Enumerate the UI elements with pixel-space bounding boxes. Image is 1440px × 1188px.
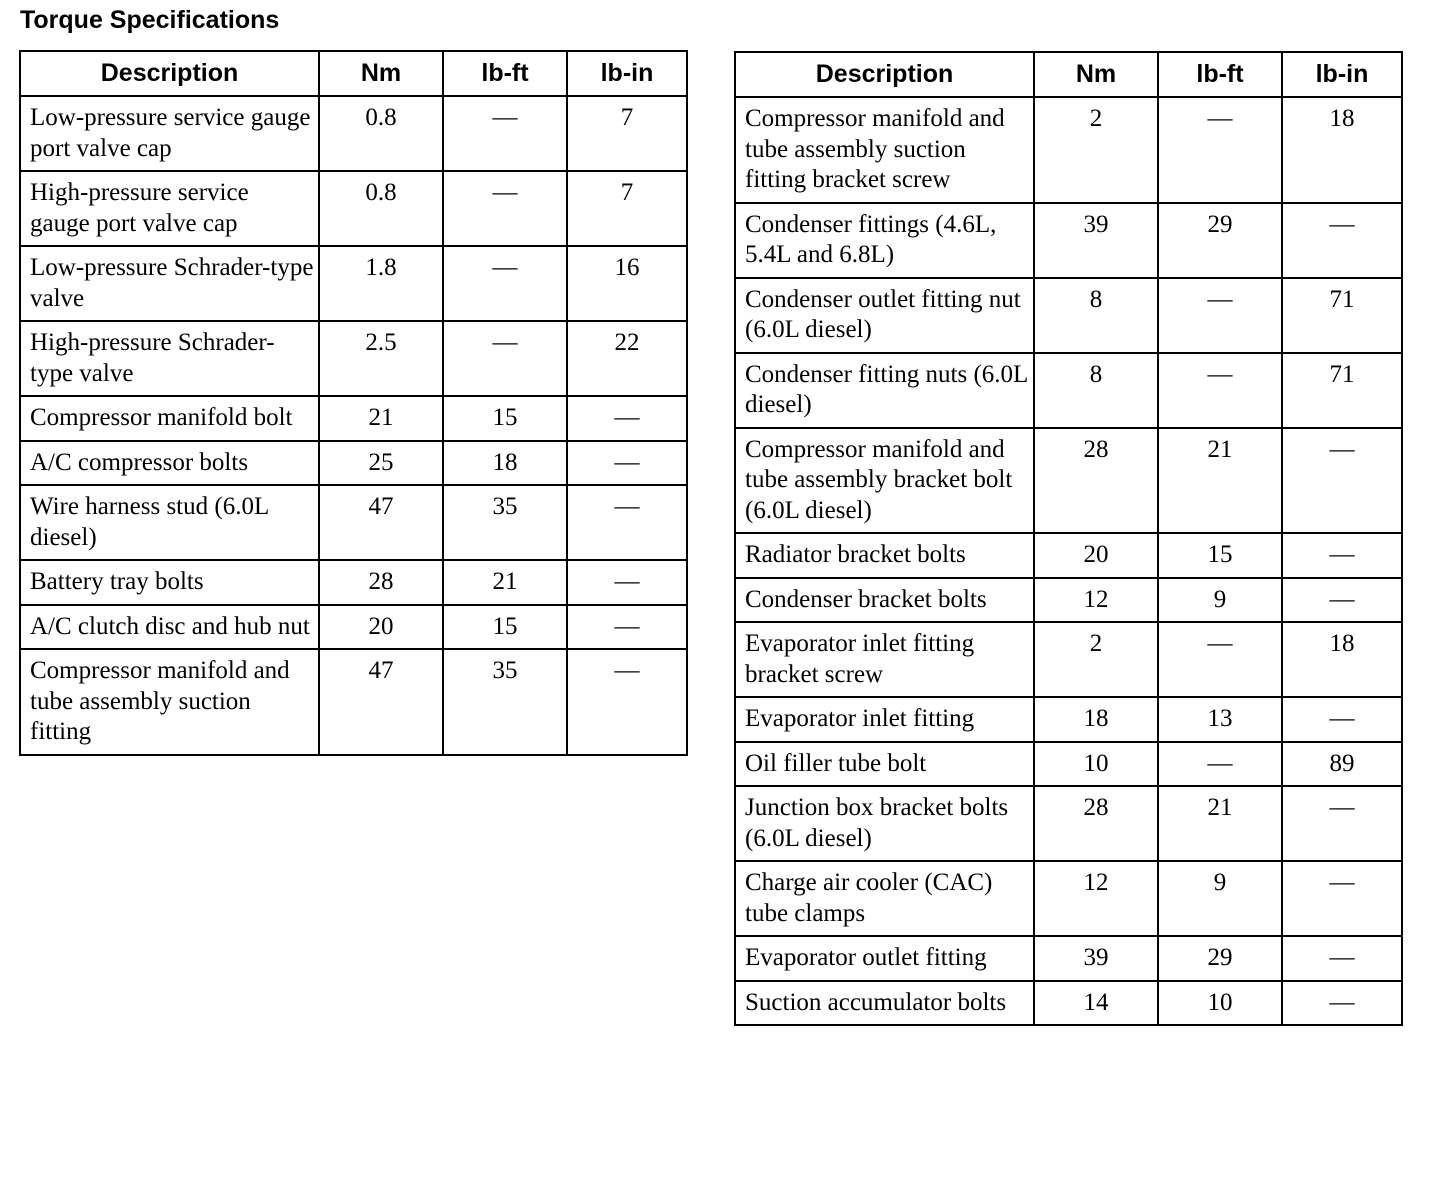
header-nm: Nm <box>1034 52 1158 97</box>
nm-cell: 28 <box>1034 786 1158 861</box>
lb-in-cell: — <box>567 560 687 605</box>
lb-ft-cell: — <box>1158 353 1282 428</box>
lb-in-cell: — <box>1282 697 1402 742</box>
lb-ft-cell: 35 <box>443 649 567 755</box>
lb-in-cell: — <box>567 649 687 755</box>
nm-cell: 2 <box>1034 97 1158 203</box>
description-cell: Compressor manifold bolt <box>20 396 319 441</box>
header-row <box>20 51 687 96</box>
table-row <box>20 96 687 171</box>
nm-cell: 2.5 <box>319 321 443 396</box>
nm-cell: 47 <box>319 649 443 755</box>
description-cell: Compressor manifold and tube assembly suction fitting <box>20 649 319 755</box>
lb-ft-cell: 10 <box>1158 981 1282 1026</box>
nm-cell: 20 <box>319 605 443 650</box>
lb-ft-cell: 9 <box>1158 578 1282 623</box>
description-cell: Oil filler tube bolt <box>735 742 1034 787</box>
description-cell: Evaporator inlet fitting bracket screw <box>735 622 1034 697</box>
description-cell: Junction box bracket bolts (6.0L diesel) <box>735 786 1034 861</box>
header-lb-ft: lb-ft <box>443 51 567 96</box>
header-lb-in: lb-in <box>567 51 687 96</box>
lb-ft-cell: — <box>443 171 567 246</box>
table-row <box>735 861 1402 936</box>
lb-in-cell: — <box>1282 861 1402 936</box>
lb-in-cell: — <box>567 441 687 486</box>
description-cell: Compressor manifold and tube assembly bracket bolt (6.0L diesel) <box>735 428 1034 534</box>
lb-in-cell: — <box>1282 203 1402 278</box>
table-row <box>20 560 687 605</box>
lb-in-cell: — <box>1282 936 1402 981</box>
header-nm: Nm <box>319 51 443 96</box>
table-row <box>20 171 687 246</box>
table-row <box>735 97 1402 203</box>
description-cell: Suction accumulator bolts <box>735 981 1034 1026</box>
lb-ft-cell: — <box>443 321 567 396</box>
lb-ft-cell: — <box>1158 622 1282 697</box>
lb-in-cell: 71 <box>1282 278 1402 353</box>
nm-cell: 47 <box>319 485 443 560</box>
lb-in-cell: — <box>1282 533 1402 578</box>
nm-cell: 14 <box>1034 981 1158 1026</box>
nm-cell: 0.8 <box>319 96 443 171</box>
table-row <box>735 786 1402 861</box>
table-row <box>735 622 1402 697</box>
description-cell: High-pressure Schrader-type valve <box>20 321 319 396</box>
lb-in-cell: 7 <box>567 171 687 246</box>
table-row <box>20 649 687 755</box>
header-row <box>735 52 1402 97</box>
header-lb-in: lb-in <box>1282 52 1402 97</box>
lb-in-cell: — <box>1282 981 1402 1026</box>
lb-ft-cell: — <box>443 96 567 171</box>
description-cell: High-pressure service gauge port valve cap <box>20 171 319 246</box>
lb-in-cell: — <box>567 605 687 650</box>
lb-ft-cell: 15 <box>443 605 567 650</box>
lb-in-cell: — <box>567 396 687 441</box>
table-row <box>735 533 1402 578</box>
lb-ft-cell: 21 <box>443 560 567 605</box>
lb-in-cell: 7 <box>567 96 687 171</box>
nm-cell: 20 <box>1034 533 1158 578</box>
nm-cell: 12 <box>1034 578 1158 623</box>
nm-cell: 8 <box>1034 353 1158 428</box>
description-cell: Wire harness stud (6.0L diesel) <box>20 485 319 560</box>
torque-table-left <box>19 50 688 756</box>
header-description: Description <box>735 52 1034 97</box>
lb-ft-cell: — <box>1158 97 1282 203</box>
description-cell: A/C compressor bolts <box>20 441 319 486</box>
table-row <box>735 742 1402 787</box>
description-cell: A/C clutch disc and hub nut <box>20 605 319 650</box>
table-row <box>20 321 687 396</box>
table-row <box>735 428 1402 534</box>
table-row <box>735 353 1402 428</box>
lb-ft-cell: 21 <box>1158 428 1282 534</box>
table-row <box>20 605 687 650</box>
table-row <box>735 697 1402 742</box>
lb-ft-cell: 13 <box>1158 697 1282 742</box>
description-cell: Compressor manifold and tube assembly suction fitting bracket screw <box>735 97 1034 203</box>
lb-in-cell: 18 <box>1282 97 1402 203</box>
nm-cell: 39 <box>1034 203 1158 278</box>
lb-in-cell: — <box>1282 428 1402 534</box>
lb-in-cell: — <box>567 485 687 560</box>
header-lb-ft: lb-ft <box>1158 52 1282 97</box>
table-row <box>20 485 687 560</box>
lb-in-cell: 89 <box>1282 742 1402 787</box>
table-row <box>735 278 1402 353</box>
torque-table-right <box>734 51 1403 1026</box>
table-row <box>20 246 687 321</box>
description-cell: Low-pressure Schrader-type valve <box>20 246 319 321</box>
table-row <box>735 203 1402 278</box>
nm-cell: 2 <box>1034 622 1158 697</box>
lb-ft-cell: — <box>1158 278 1282 353</box>
lb-in-cell: 71 <box>1282 353 1402 428</box>
lb-ft-cell: 15 <box>1158 533 1282 578</box>
lb-ft-cell: 9 <box>1158 861 1282 936</box>
description-cell: Charge air cooler (CAC) tube clamps <box>735 861 1034 936</box>
lb-ft-cell: 18 <box>443 441 567 486</box>
nm-cell: 28 <box>319 560 443 605</box>
table-row <box>735 578 1402 623</box>
description-cell: Condenser fittings (4.6L, 5.4L and 6.8L) <box>735 203 1034 278</box>
table-row <box>735 981 1402 1026</box>
header-description: Description <box>20 51 319 96</box>
lb-ft-cell: — <box>443 246 567 321</box>
lb-ft-cell: 21 <box>1158 786 1282 861</box>
lb-in-cell: 18 <box>1282 622 1402 697</box>
nm-cell: 25 <box>319 441 443 486</box>
lb-in-cell: 22 <box>567 321 687 396</box>
table-row <box>20 396 687 441</box>
table-row <box>735 936 1402 981</box>
nm-cell: 39 <box>1034 936 1158 981</box>
lb-in-cell: — <box>1282 786 1402 861</box>
nm-cell: 0.8 <box>319 171 443 246</box>
lb-ft-cell: — <box>1158 742 1282 787</box>
lb-in-cell: 16 <box>567 246 687 321</box>
page-title: Torque Specifications <box>20 6 280 34</box>
description-cell: Condenser outlet fitting nut (6.0L diesel) <box>735 278 1034 353</box>
description-cell: Evaporator outlet fitting <box>735 936 1034 981</box>
lb-ft-cell: 15 <box>443 396 567 441</box>
description-cell: Battery tray bolts <box>20 560 319 605</box>
lb-ft-cell: 29 <box>1158 936 1282 981</box>
description-cell: Evaporator inlet fitting <box>735 697 1034 742</box>
nm-cell: 12 <box>1034 861 1158 936</box>
description-cell: Condenser fitting nuts (6.0L diesel) <box>735 353 1034 428</box>
lb-in-cell: — <box>1282 578 1402 623</box>
nm-cell: 18 <box>1034 697 1158 742</box>
description-cell: Radiator bracket bolts <box>735 533 1034 578</box>
nm-cell: 21 <box>319 396 443 441</box>
nm-cell: 1.8 <box>319 246 443 321</box>
nm-cell: 8 <box>1034 278 1158 353</box>
lb-ft-cell: 35 <box>443 485 567 560</box>
description-cell: Condenser bracket bolts <box>735 578 1034 623</box>
nm-cell: 28 <box>1034 428 1158 534</box>
lb-ft-cell: 29 <box>1158 203 1282 278</box>
description-cell: Low-pressure service gauge port valve cap <box>20 96 319 171</box>
nm-cell: 10 <box>1034 742 1158 787</box>
table-row <box>20 441 687 486</box>
